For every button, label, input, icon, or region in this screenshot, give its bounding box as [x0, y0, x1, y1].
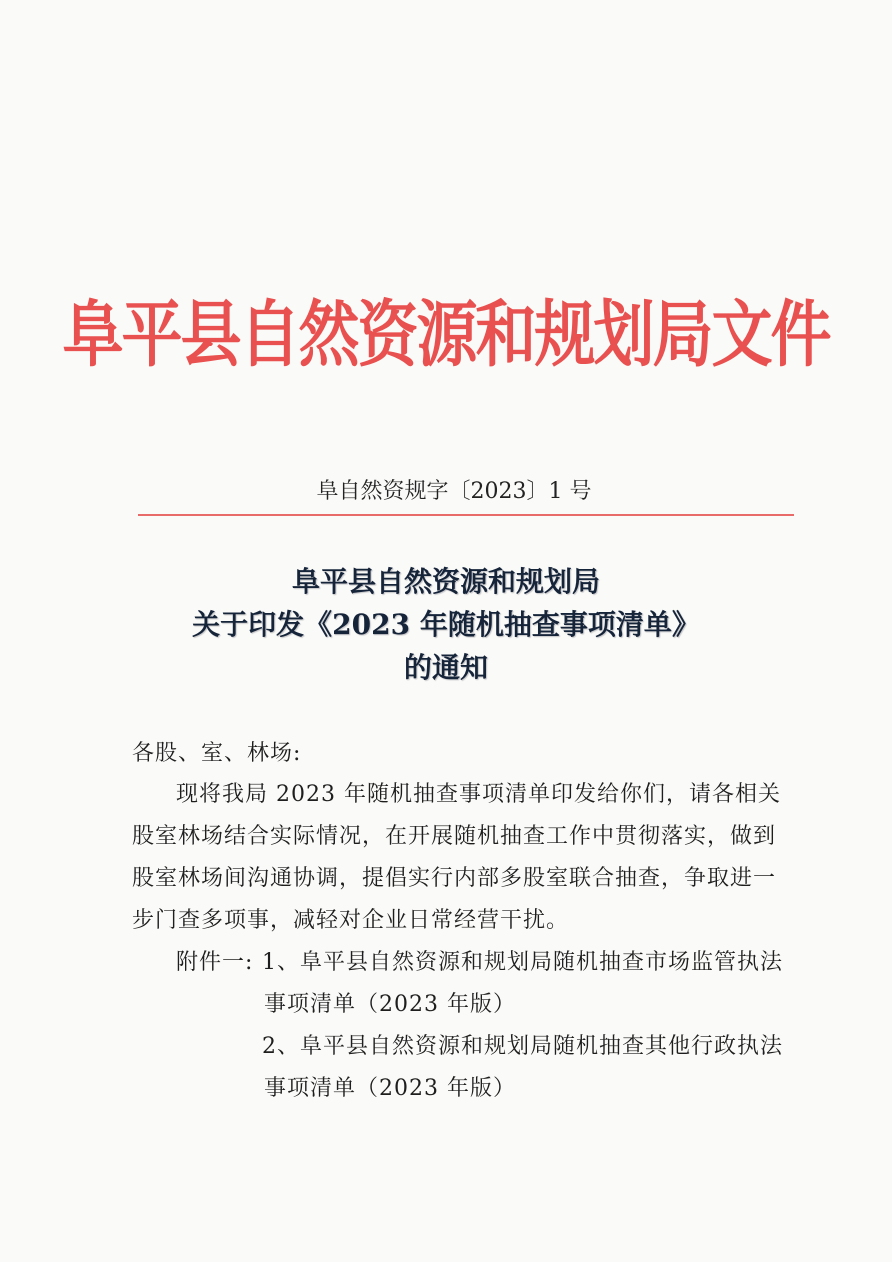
addressee: 各股、室、林场: — [132, 741, 302, 766]
paragraph-line-2: 股室林场结合实际情况，在开展随机抽查工作中贯彻落实，做到 — [132, 824, 777, 849]
attachment-item-1-line-1: 1、阜平县自然资源和规划局随机抽查市场监管执法 — [262, 950, 783, 975]
document-title-line-1: 阜平县自然资源和规划局 — [291, 565, 600, 598]
paragraph-line-3: 股室林场间沟通协调，提倡实行内部多股室联合抽查，争取进一 — [132, 866, 777, 891]
document-title-line-3: 的通知 — [403, 651, 488, 684]
agency-file-header: 阜平县自然资源和规划局文件 — [62, 293, 830, 378]
attachment-item-2-line-1: 2、阜平县自然资源和规划局随机抽查其他行政执法 — [262, 1034, 783, 1059]
paragraph-line-1: 现将我局 2023 年随机抽查事项清单印发给你们，请各相关 — [176, 782, 781, 807]
attachments-label: 附件一: — [176, 950, 254, 975]
document-title-line-2: 关于印发《2023 年随机抽查事项清单》 — [192, 608, 700, 641]
attachment-item-1-line-2: 事项清单（2023 年版） — [264, 992, 516, 1017]
attachment-item-2-line-2: 事项清单（2023 年版） — [264, 1076, 516, 1101]
paragraph-line-4: 步门查多项事，减轻对企业日常经营干扰。 — [132, 908, 570, 933]
red-divider-line — [138, 514, 794, 516]
document-number: 阜自然资规字〔2023〕1 号 — [316, 479, 592, 504]
